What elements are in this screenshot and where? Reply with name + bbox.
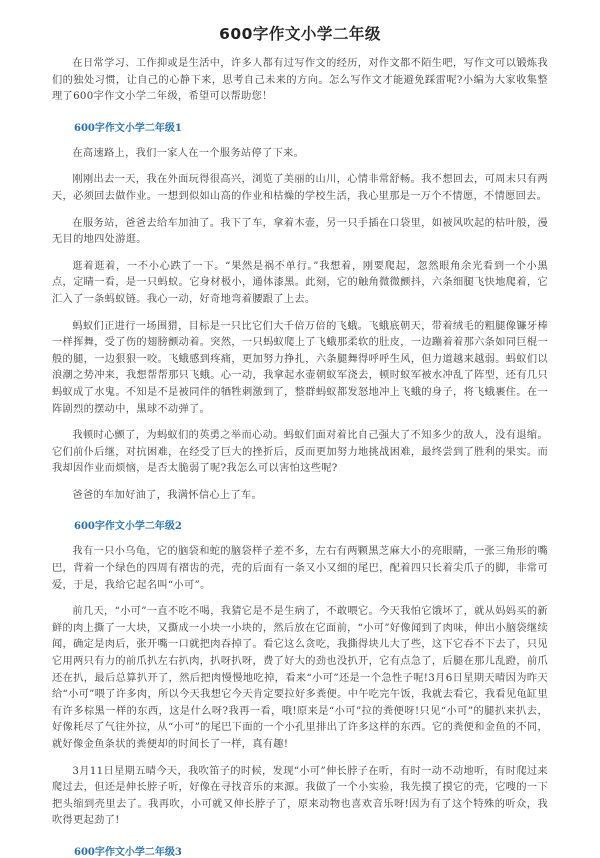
paragraph: 我顿时心颤了，为蚂蚁们的英勇之举而心动。蚂蚁们面对着比自己强大了不知多少的敌人，没有退缩。它们前仆后继，对抗困难，在经受了巨大的挫折后，反而更加努力地挑战困难，最终尝到了胜利的果实。而我却因作业而烦恼，是否太脆弱了呢?我怎么可以害怕这些呢? xyxy=(52,430,548,475)
paragraph: 在高速路上，我们一家人在一个服务站停了下来。 xyxy=(72,147,305,159)
section-heading: 600字作文小学二年级1 xyxy=(74,122,182,134)
paragraph: 蚂蚁们正进行一场围猎，目标是一只比它们大千倍万倍的飞蛾。飞蛾底朝天，带着绒毛的粗腿像镰牙棒一样挥舞，受了伤的翅膀颤动着。突然，一只蚂蚁爬上了飞蛾那柔软的肚皮，一边蹦着着那六条如同巨棍一般的腿，一边狠狠一咬。飞蛾感到疼痛，更加努力挣扎，六条腿舞得呼呼生风，但力道越来越弱。蚂蚁们以浪潮之势冲来，我想帮帮那只飞蛾。心一动，我拿起水壶朝蚁军浇去，顿时蚁军被水冲乱了阵型，还有几只蚂蚁成了水鬼。不知是不是被同伴的牺牲刺激到了，整群蚂蚁都发怒地冲上飞蛾的身子，将飞蛾裹住。在一阵剧烈的摆动中，黑球不动弹了。 xyxy=(52,320,548,415)
paragraph: 3月11日星期五晴今天，我吹笛子的时候，发现“小可”伸长脖子在听，有时一动不动地听，有时爬过来爬过去，但还是伸长脖子听，好像在寻找音乐的来源。我做了一个小实验，我先摸了摸它的壳，它嗖的一下把头缩到壳里去了。我再吹，小可就又伸长脖子了，原来动物也喜欢音乐呀!因为有了这个特殊的听众，我吹得更起劲了! xyxy=(52,765,548,827)
paragraph: 在服务站，爸爸去给车加油了。我下了车，拿着木壶，另一只手插在口袋里，如被风吹起的枯叶般，漫无目的地四处游逛。 xyxy=(52,217,548,246)
paragraph: 我有一只小乌龟，它的脑袋和蛇的脑袋样子差不多，左右有两颗黑芝麻大小的亮眼睛，一张三角形的嘴巴，背着一个绿色的四周有褶齿的壳，壳的后面有一条又小又细的尾巴，配着四只长着尖爪子的脚，非常可爱，于是，我给它起名叫“小可”。 xyxy=(52,546,548,591)
section-2 xyxy=(52,517,548,830)
paragraph: 前几天，“小可”一直不吃不喝，我猜它是不是生病了，不敢喂它。今天我怕它饿坏了，就从妈妈买的新鲜的肉上撕了一大块，又撕成一小块一小块的，然后放在它面前，“小可”好像闻到了肉味，伸出小脑袋继续闻，确定是肉后，张开嘴一口就把肉吞掉了。看它这么贪吃，我撕得块儿大了些，这下它吞不下去了，只见它用两只有力的前爪扒左右扒肉，扒呀扒呀，费了好大的劲也没扒开，它有点急了，后腿在那儿乱蹬，前爪还在扒，最后总算扒开了，然后把肉慢慢地吃掉，看来“小可”还是一个急性子呢!3月6日星期天晴因为昨天给“小可”喂了许多肉，所以今天我想它今天肯定要拉好多粪便。中午吃完午饭，我就去看它，我看见龟缸里有许多棕黑一样的东西，这是什么呀?我再一看，哦!原来是“小可”拉的粪便呀!只见“小可”的腿扒来扒去，好像耗尽了气往外拉，从“小可”的尾巴下面的一个小孔里排出了许多这样的东西。它的粪便和金鱼的不同，就好像金鱼条状的粪便却的时间长了一样，真有趣! xyxy=(52,606,548,750)
page-title: 600字作文小学二年级 xyxy=(219,25,381,43)
section-1 xyxy=(52,119,548,505)
intro-paragraph: 在日常学习、工作抑或是生活中，许多人都有过写作文的经历，对作文都不陌生吧，写作文可以锻炼我们的独处习惯，让自己的心静下来，思考自己未来的方向。怎么写作文才能避免踩雷呢?小编为大家收集整理了600字作文小学二年级，希望可以帮助您！ xyxy=(52,58,548,103)
paragraph: 刚刚出去一天，我在外面玩得很高兴，浏览了美丽的山川，心情非常舒畅。我不想回去，可周末只有两天，必须回去做作业。一想到似如山高的作业和枯燥的学校生活，我心里那是一万个不情愿，不情愿回去。 xyxy=(52,174,548,202)
paragraph: 爸爸的车加好油了，我满怀信心上了车。 xyxy=(72,489,263,501)
section-heading: 600字作文小学二年级2 xyxy=(74,521,182,533)
section-3 xyxy=(52,843,548,858)
section-heading: 600字作文小学二年级3 xyxy=(74,846,182,858)
paragraph: 逛着逛着，一不小心跌了一下。“果然是祸不单行。”我想着，刚要爬起，忽然眼角余光看到一个小黑点，定睛一看，是一只蚂蚁。它身材极小，通体漆黑。此刻，它的触角微微颤抖，六条细腿飞快地爬着，它汇入了一条蚂蚁链。我心一动，好奇地弯着腰跟了上去。 xyxy=(52,260,548,305)
